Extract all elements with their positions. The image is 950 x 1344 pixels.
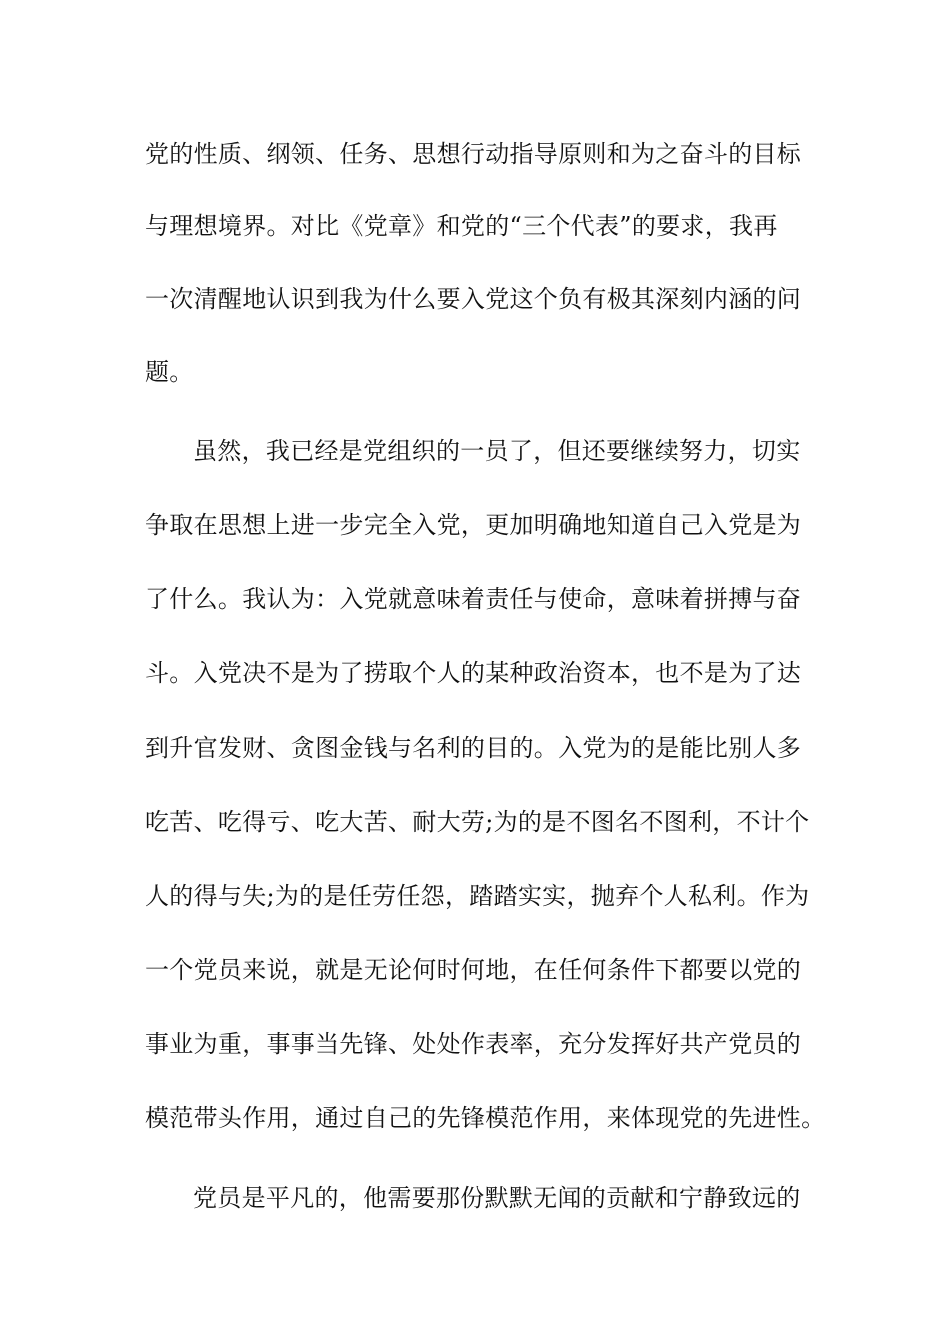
text-line-10: 吃苦、吃得亏、吃大苦、耐大劳;为的是不图名不图利，不计个 [145, 808, 810, 836]
text-line-4: 题。 [145, 358, 194, 386]
text-line-13: 事业为重，事事当先锋、处处作表率，充分发挥好共产党员的 [145, 1030, 802, 1058]
text-line-6: 争取在思想上进一步完全入党，更加明确地知道自己入党是为 [145, 511, 802, 539]
text-line-2: 与理想境界。对比《党章》和党的“三个代表”的要求，我再 [145, 212, 778, 240]
text-line-8: 斗。入党决不是为了捞取个人的某种政治资本，也不是为了达 [145, 659, 802, 687]
text-line-5: 虽然，我已经是党组织的一员了，但还要继续努力，切实 [193, 437, 801, 465]
text-line-3: 一次清醒地认识到我为什么要入党这个负有极其深刻内涵的问 [145, 285, 802, 313]
text-line-9: 到升官发财、贪图金钱与名利的目的。入党为的是能比别人多 [145, 734, 802, 762]
text-line-12: 一个党员来说，就是无论何时何地，在任何条件下都要以党的 [145, 956, 802, 984]
text-line-14: 模范带头作用，通过自己的先锋模范作用，来体现党的先进性。 [145, 1104, 826, 1132]
text-line-15: 党员是平凡的，他需要那份默默无闻的贡献和宁静致远的 [193, 1184, 801, 1212]
text-line-1: 党的性质、纲领、任务、思想行动指导原则和为之奋斗的目标 [145, 140, 802, 168]
text-line-7: 了什么。我认为：入党就意味着责任与使命，意味着拼搏与奋 [145, 585, 802, 613]
text-line-11: 人的得与失;为的是任劳任怨，踏踏实实，抛弃个人私利。作为 [145, 882, 810, 910]
